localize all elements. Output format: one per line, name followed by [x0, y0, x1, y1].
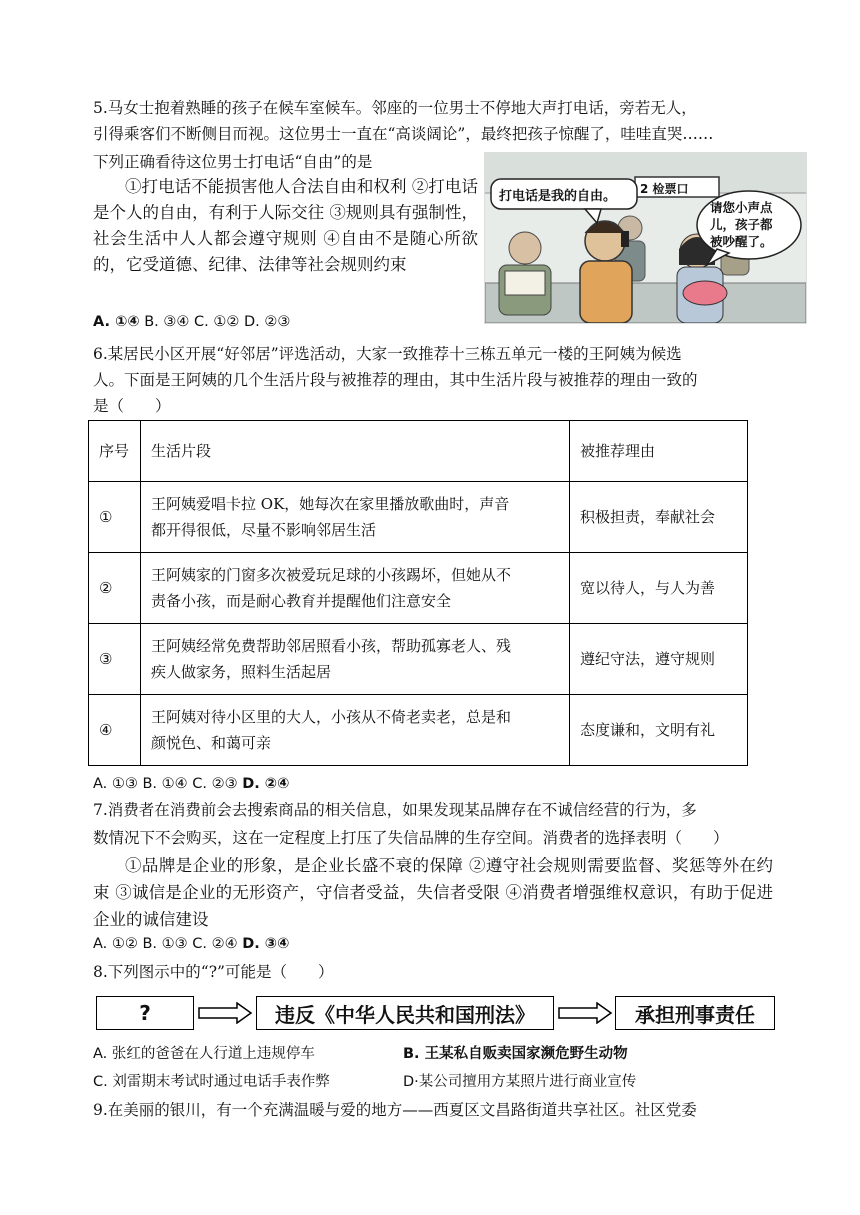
table-cell-reason: 态度谦和，文明有礼 [570, 695, 748, 766]
table-cell-fragment [141, 695, 570, 766]
q7-options [93, 932, 289, 956]
q5-option-a-answer: ①④ [115, 314, 140, 330]
table-cell-fragment-line2: 都开得很低，尽量不影响邻居生活 [151, 521, 377, 539]
table-cell-fragment-line2: 颜悦色、和蔼可亲 [151, 734, 272, 752]
cartoon-bubble-right-line3: 被吵醒了。 [710, 234, 773, 249]
table-header-reason: 被推荐理由 [570, 421, 748, 482]
q5-statements-text: ①打电话不能损害他人合法自由和权利 ②打电话是个人的自由，有利于人际交往 ③规则具有强制性，社会生活中人人都会遵守规则 ④自由不是随心所欲的，它受道德、纪律、法律等社会规则约束 [93, 177, 478, 274]
table-header-fragment: 生活片段 [141, 421, 570, 482]
table-row [89, 695, 748, 766]
table-cell-index: ④ [89, 695, 141, 766]
flow-arrow-icon [197, 1002, 253, 1024]
cartoon-sign-text: 2 检票口 [640, 182, 689, 196]
cartoon-bubble-left-text: 打电话是我的自由。 [499, 189, 617, 204]
table-cell-fragment [141, 482, 570, 553]
flow-arrow-icon [557, 1002, 613, 1024]
table-cell-fragment-line1: 王阿姨家的门窗多次被爱玩足球的小孩踢坏，但她从不 [151, 566, 512, 584]
q5-cartoon-illustration [484, 152, 807, 324]
q8-stem: 8.下列图示中的“?”可能是（ ） [93, 963, 334, 981]
q6-stem-line3: 是（ ） [93, 397, 171, 415]
q5-stem-line2: 引得乘客们不断侧目而视。这位男士一直在“高谈阔论”，最终把孩子惊醒了，哇哇直哭…… [93, 125, 714, 143]
table-row [89, 624, 748, 695]
q5-options [93, 310, 290, 334]
q7-stem-line1: 7.消费者在消费前会去搜索商品的相关信息，如果发现某品牌存在不诚信经营的行为，多 [93, 801, 697, 819]
table-header-row [89, 421, 748, 482]
table-cell-reason: 遵纪守法，遵守规则 [570, 624, 748, 695]
q7-stem-line2: 数情况下不会购买，这在一定程度上打压了失信品牌的生存空间。消费者的选择表明（ ） [93, 829, 729, 847]
q8-option-d: D·某公司擅用方某照片进行商业宣传 [403, 1074, 637, 1090]
cartoon-bubble-right-line1: 请您小声点 [710, 200, 773, 215]
q5-options-rest: B. ③④ C. ①② D. ②③ [139, 314, 291, 330]
flow-box-unknown: ? [96, 996, 194, 1030]
table-cell-fragment [141, 624, 570, 695]
table-cell-fragment-line2: 疾人做家务，照料生活起居 [151, 663, 332, 681]
table-cell-index: ① [89, 482, 141, 553]
table-header-index: 序号 [89, 421, 141, 482]
q8-option-b: B. 王某私自贩卖国家濒危野生动物 [403, 1046, 628, 1062]
q8-option-c: C. 刘雷期末考试时通过电话手表作弊 [93, 1074, 330, 1090]
q7-options-pre: A. ①② B. ①③ C. ②④ [93, 936, 243, 952]
cartoon-bubble-right-line2: 儿，孩子都 [710, 217, 773, 232]
q8-option-a: A. 张红的爸爸在人行道上违规停车 [93, 1046, 315, 1062]
q6-stem-line2: 人。下面是王阿姨的几个生活片段与被推荐的理由，其中生活片段与被推荐的理由一致的 [93, 371, 698, 389]
q5-option-a-label: A. [93, 314, 116, 330]
q5-stem-line3: 下列正确看待这位男士打电话“自由”的是 [93, 153, 373, 171]
table-cell-reason: 宽以待人，与人为善 [570, 553, 748, 624]
flow-box-criminal-liability: 承担刑事责任 [615, 996, 775, 1030]
q6-stem-line1: 6.某居民小区开展“好邻居”评选活动，大家一致推荐十三栋五单元一楼的王阿姨为候选 [93, 345, 682, 363]
q6-option-d-answer: D. ②④ [242, 776, 290, 792]
q9-stem-line1: 9.在美丽的银川，有一个充满温暖与爱的地方——西夏区文昌路街道共享社区。社区党委 [93, 1101, 697, 1119]
q7-option-d-answer: D. ③④ [242, 936, 290, 952]
table-cell-index: ③ [89, 624, 141, 695]
q5-stem-line1: 5.马女士抱着熟睡的孩子在候车室候车。邻座的一位男士不停地大声打电话，旁若无人， [93, 99, 697, 117]
table-cell-index: ② [89, 553, 141, 624]
table-cell-fragment-line2: 责备小孩，而是耐心教育并提醒他们注意安全 [151, 592, 452, 610]
table-cell-fragment-line1: 王阿姨经常免费帮助邻居照看小孩，帮助孤寡老人、残 [151, 637, 512, 655]
table-cell-fragment [141, 553, 570, 624]
table-row [89, 482, 748, 553]
q7-statements-text: ①品牌是企业的形象，是企业长盛不衰的保障 ②遵守社会规则需要监督、奖惩等外在约束 ③诚信是企业的无形资产，守信者受益，失信者受限 ④消费者增强维权意识，有助于促进企业的诚信建设 [93, 856, 773, 929]
table-cell-reason: 积极担责，奉献社会 [570, 482, 748, 553]
q6-table [88, 420, 748, 766]
q7-statements [93, 852, 773, 933]
q6-options [93, 772, 289, 796]
table-cell-fragment-line1: 王阿姨对待小区里的大人，小孩从不倚老卖老，总是和 [151, 708, 512, 726]
flow-box-violate-law: 违反《中华人民共和国刑法》 [256, 996, 554, 1030]
table-row [89, 553, 748, 624]
table-cell-fragment-line1: 王阿姨爱唱卡拉 OK，她每次在家里播放歌曲时，声音 [151, 495, 510, 513]
cartoon-bubble-right [710, 199, 773, 250]
q5-statements [93, 174, 478, 278]
q6-options-pre: A. ①③ B. ①④ C. ②③ [93, 776, 243, 792]
